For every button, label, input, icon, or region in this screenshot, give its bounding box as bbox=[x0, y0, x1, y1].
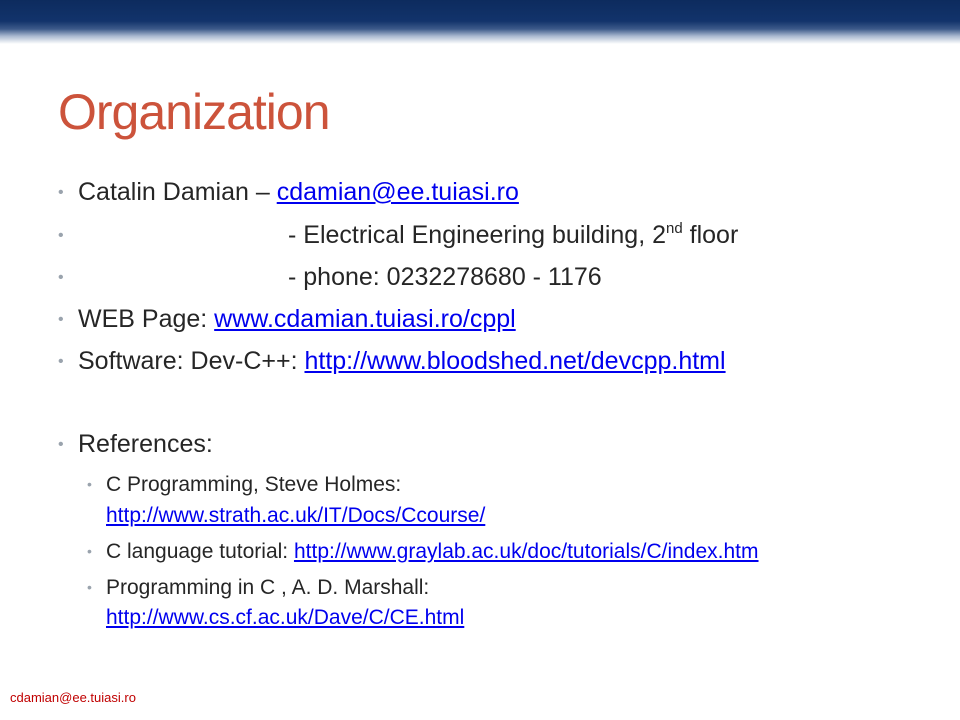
bullet-icon: • bbox=[58, 227, 64, 244]
slide-title: Organization bbox=[58, 84, 330, 140]
footer-email: cdamian@ee.tuiasi.ro bbox=[10, 690, 136, 705]
bullet-references bbox=[58, 429, 213, 460]
contact-phone: - phone: 0232278680 - 1176 bbox=[288, 263, 602, 291]
contact-name: Catalin Damian – bbox=[78, 178, 277, 206]
contact-address-suffix: floor bbox=[682, 221, 739, 249]
reference-item bbox=[87, 574, 429, 601]
bullet-icon: • bbox=[58, 269, 64, 286]
bullet-icon: • bbox=[87, 579, 92, 595]
bullet-contact-phone bbox=[58, 262, 602, 293]
web-page-link[interactable]: www.cdamian.tuiasi.ro/cppl bbox=[214, 305, 516, 333]
bullet-icon: • bbox=[58, 311, 64, 328]
bullet-web-page bbox=[58, 304, 516, 335]
reference-link[interactable]: http://www.graylab.ac.uk/doc/tutorials/C/index.htm bbox=[293, 540, 759, 563]
reference-text: Programming in C , A. D. Marshall: bbox=[106, 576, 430, 599]
reference-item bbox=[87, 538, 759, 565]
bullet-icon: • bbox=[58, 353, 64, 370]
reference-link[interactable]: http://www.strath.ac.uk/IT/Docs/Ccourse/ bbox=[106, 504, 486, 527]
reference-link-row bbox=[106, 605, 464, 631]
bullet-contact-name bbox=[58, 177, 519, 208]
reference-link-row bbox=[106, 503, 485, 529]
bullet-icon: • bbox=[58, 184, 64, 201]
header-band bbox=[0, 0, 960, 44]
software-link[interactable]: http://www.bloodshed.net/devcpp.html bbox=[304, 347, 726, 375]
web-label: WEB Page: bbox=[78, 305, 215, 333]
contact-email-link[interactable]: cdamian@ee.tuiasi.ro bbox=[276, 178, 519, 206]
reference-text: C language tutorial: bbox=[106, 540, 294, 563]
bullet-contact-address bbox=[58, 220, 738, 251]
contact-address-sup: nd bbox=[666, 220, 683, 237]
reference-link[interactable]: http://www.cs.cf.ac.uk/Dave/C/CE.html bbox=[106, 606, 465, 629]
bullet-software bbox=[58, 346, 726, 377]
software-label: Software: Dev-C++: bbox=[78, 347, 305, 375]
bullet-icon: • bbox=[87, 476, 92, 492]
contact-address: - Electrical Engineering building, 2 bbox=[288, 221, 666, 249]
bullet-icon: • bbox=[58, 436, 64, 453]
reference-text: C Programming, Steve Holmes: bbox=[106, 473, 402, 496]
bullet-icon: • bbox=[87, 543, 92, 559]
references-heading: References: bbox=[78, 430, 213, 458]
reference-item bbox=[87, 471, 401, 498]
